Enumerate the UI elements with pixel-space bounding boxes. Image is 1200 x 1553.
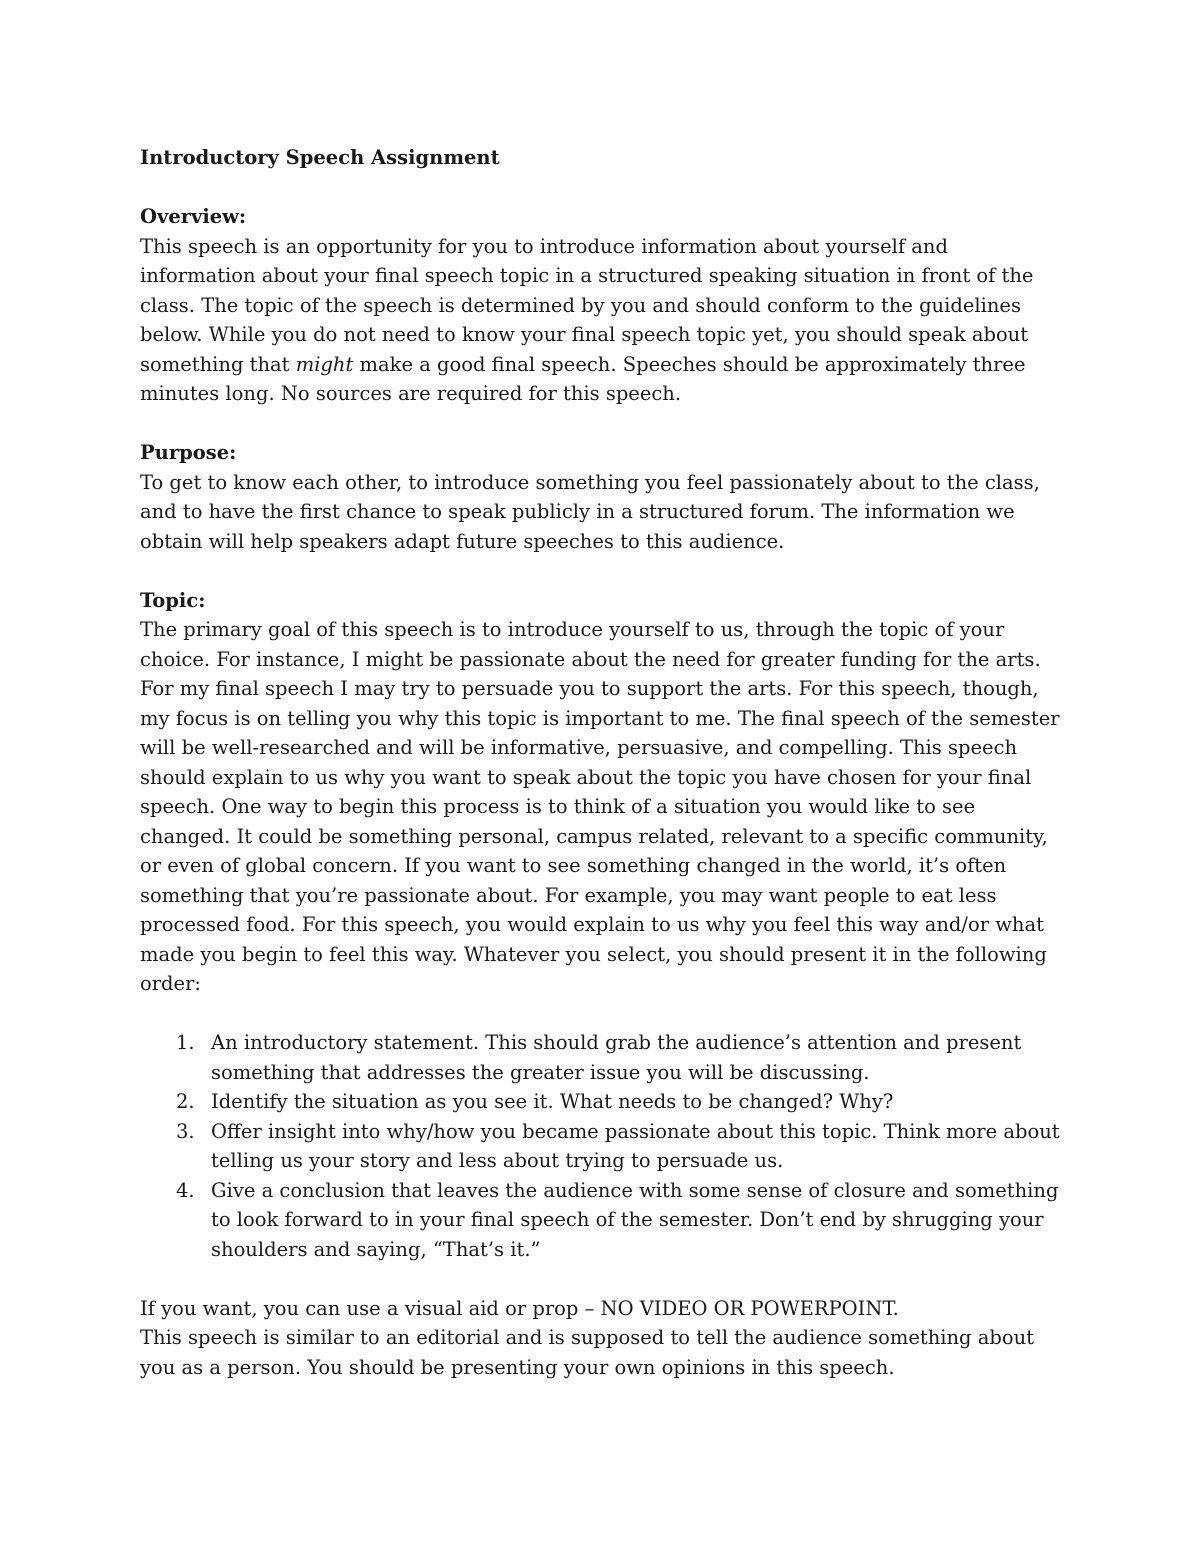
overview-text-start: This speech is an opportunity for you to introduce information about yourself and information about your final speech topic in a structured speaking situation in front of the class. The topic of the speech is determined by you and should conform to the guidelines below. While you do not need to know your final speech topic yet, you should speak about something that (140, 234, 1034, 376)
list-item (140, 1176, 1065, 1265)
overview-emphasis: might (295, 352, 354, 376)
list-item-number: 3. (176, 1119, 195, 1143)
page-title: Introductory Speech Assignment (140, 146, 500, 169)
visual-aid-note: If you want, you can use a visual aid or prop – NO VIDEO OR POWERPOINT. (140, 1296, 899, 1320)
list-item (140, 1087, 1065, 1117)
topic-section (140, 586, 1065, 999)
overview-section (140, 202, 1065, 409)
list-item-number: 4. (176, 1178, 195, 1202)
overview-heading: Overview: (140, 205, 247, 228)
purpose-heading: Purpose: (140, 441, 237, 464)
overview-text-end: make a good final speech. Speeches should be approximately three minutes long. No sources are required for this speech. (140, 352, 1026, 405)
list-item-text: Give a conclusion that leaves the audience with some sense of closure and something to look forward to in your final speech of the semester. Don’t end by shrugging your shoulders and saying, “That’s it.” (211, 1178, 1059, 1261)
document-body (140, 143, 1065, 1382)
purpose-section (140, 438, 1065, 556)
list-item (140, 1117, 1065, 1176)
list-item (140, 1028, 1065, 1087)
list-item-text: Offer insight into why/how you became passionate about this topic. Think more about telling us your story and less about trying to persuade us. (211, 1119, 1060, 1172)
speech-order-list (140, 1028, 1065, 1264)
list-item-number: 2. (176, 1090, 195, 1113)
purpose-paragraph: To get to know each other, to introduce something you feel passionately about to the class, and to have the first chance to speak publicly in a structured forum. The information we obtain will help speakers adapt future speeches to this audience. (140, 470, 1040, 553)
list-item-text: Identify the situation as you see it. What needs to be changed? Why? (211, 1090, 894, 1113)
topic-heading: Topic: (140, 588, 206, 612)
overview-paragraph (140, 232, 1065, 409)
closing-note: This speech is similar to an editorial and is supposed to tell the audience something about you as a person. You should be presenting your own opinions in this speech. (140, 1326, 1034, 1379)
topic-paragraph: The primary goal of this speech is to introduce yourself to us, through the topic of your choice. For instance, I might be passionate about the need for greater funding for the arts. For my final speech I may try to persuade you to support the arts. For this speech, though, my focus is on telling you why this topic is important to me. The final speech of the semester will be well-researched and will be informative, persuasive, and compelling. This speech should explain to us why you want to speak about the topic you have chosen for your final speech. One way to begin this process is to think of a situation you would like to see changed. It could be something personal, campus related, relevant to a specific community, or even of global concern. If you want to see something changed in the world, it’s often something that you’re passionate about. For example, you may want people to eat less processed food. For this speech, you would explain to us why you feel this way and/or what made you begin to feel this way. Whatever you select, you should present it in the following order: (140, 618, 1060, 995)
list-item-number: 1. (176, 1031, 195, 1054)
list-item-text: An introductory statement. This should grab the audience’s attention and present something that addresses the greater issue you will be discussing. (211, 1031, 1022, 1084)
